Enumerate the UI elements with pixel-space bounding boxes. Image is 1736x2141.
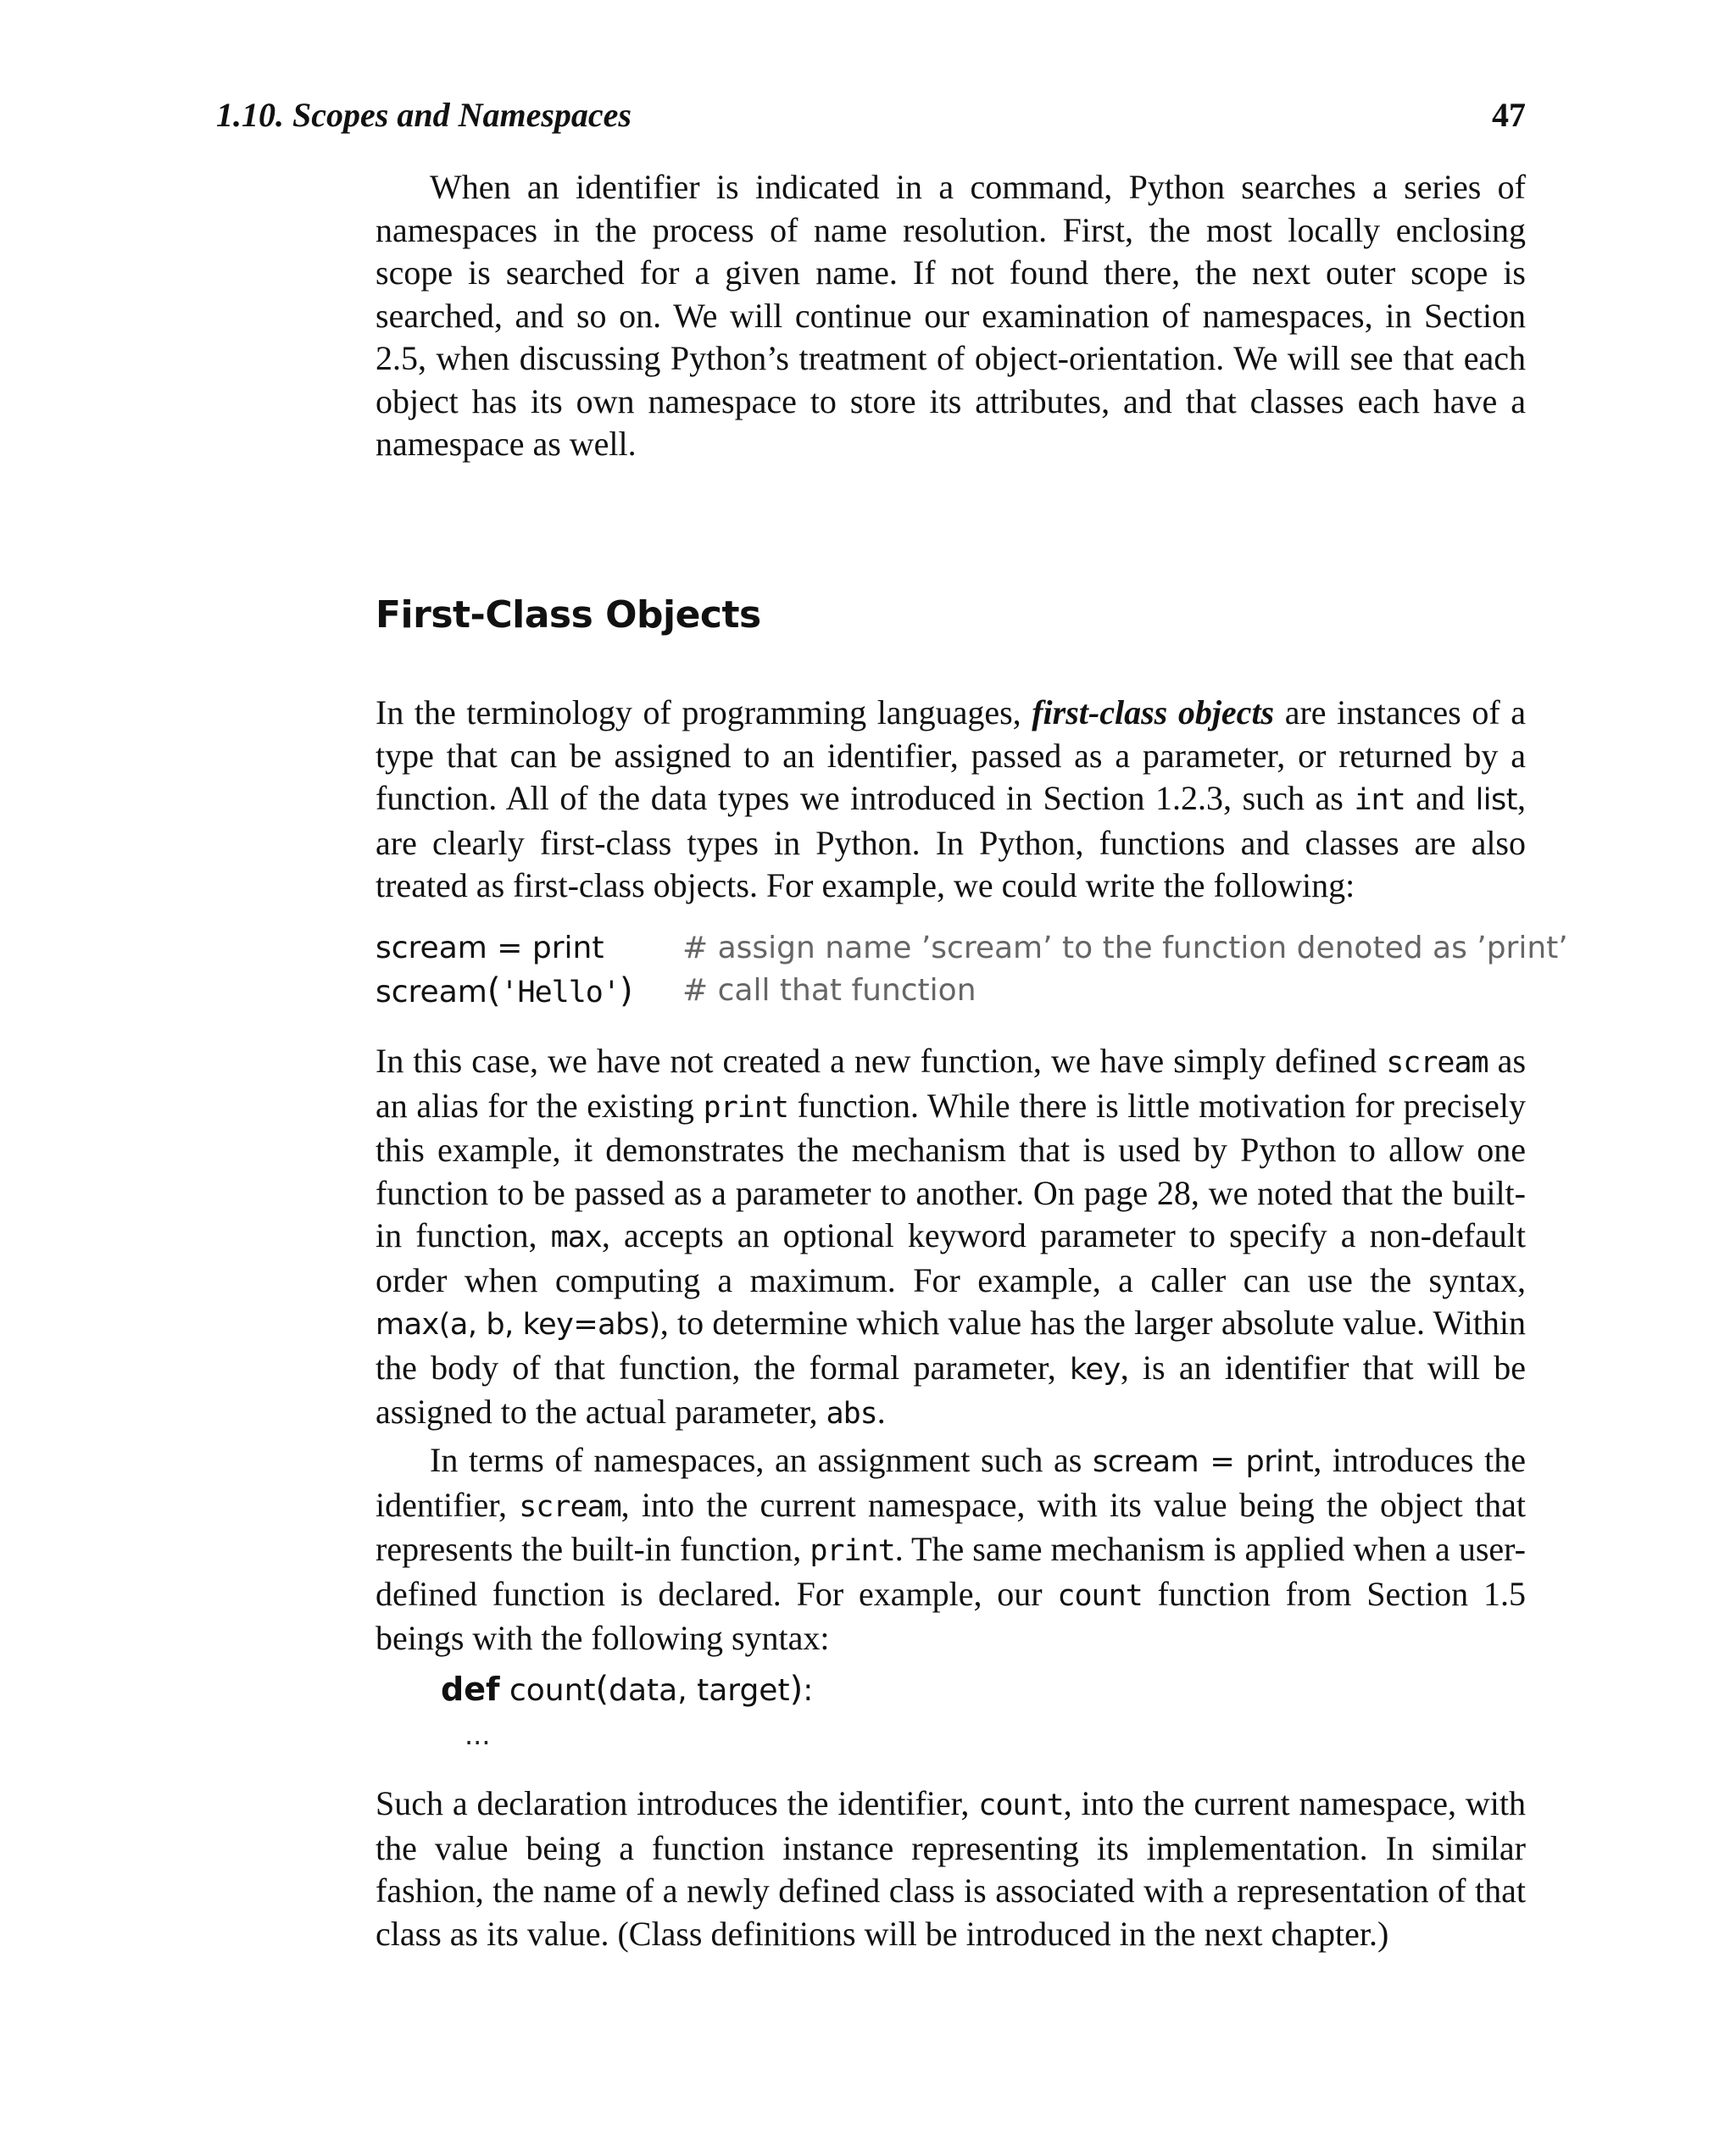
- text-run: as an alias for the existing: [376, 1042, 1527, 1125]
- page-number: 47: [1492, 96, 1526, 134]
- text-run: , are clearly first-class types in Python. In Python, functions and classes are also treated as first-class objects. For example, we could write the following:: [376, 779, 1526, 904]
- chapter-section-title: 1.10. Scopes and Namespaces: [216, 96, 632, 134]
- defined-term: first-class objects: [1032, 693, 1275, 731]
- code-ellipsis: ...: [465, 1719, 491, 1751]
- code-paren: (: [595, 1670, 609, 1709]
- code-paren: (: [487, 971, 501, 1010]
- code-max: max: [550, 1221, 602, 1254]
- code-max-call: max(a, b, key=abs): [376, 1308, 660, 1342]
- text-run: Such a declaration introduces the identifier,: [376, 1784, 979, 1822]
- code-paren: ): [789, 1670, 804, 1709]
- code-print: print: [703, 1090, 788, 1125]
- code-int: int: [1354, 783, 1405, 817]
- paragraph-name-resolution: When an identifier is indicated in a command, Python searches a series of namespaces in the process of name resolution. First, the most locally enclosing scope is searched for a given name. If not found there, the next outer scope is searched, and so on. We will continue our examination of namespaces, in Section 2.5, when discussing Python’s treatment of object-orientation. We will see that each object has its own namespace to store its attributes, and that classes each have a namespace as well.: [376, 168, 1526, 463]
- code-identifier: scream: [376, 975, 487, 1009]
- text-run: In this case, we have not created a new function, we have simply defined: [376, 1042, 1387, 1080]
- code-line-def: [441, 1668, 813, 1710]
- section-heading: First-Class Objects: [376, 593, 761, 637]
- paragraph-declaration: [376, 1782, 1526, 1955]
- code-comment: # call that function: [682, 973, 976, 1008]
- text-run: function. While there is little motivation for precisely this example, it demonstrates the mechanism that is used by Python to allow one function to be passed as a parameter to another. On page 28, we noted that the built-in function,: [376, 1086, 1526, 1254]
- text-run: .: [876, 1393, 886, 1431]
- code-print: print: [810, 1534, 895, 1568]
- code-abs: abs: [826, 1397, 877, 1431]
- text-run: In the terminology of programming languages,: [376, 693, 1032, 731]
- code-colon: :: [803, 1673, 814, 1708]
- text-run: function from Section 1.5 beings with the following syntax:: [376, 1574, 1526, 1657]
- text-run: , into the current namespace, with its value being the object that represents the built-in function,: [376, 1485, 1527, 1568]
- text-run: , introduces the identifier,: [376, 1441, 1526, 1524]
- text-run: , accepts an optional keyword parameter to specify a non-default order when computing a maximum. For example, a caller can use the syntax,: [376, 1216, 1526, 1299]
- code-scream: scream: [1386, 1046, 1488, 1080]
- code-list: list: [1475, 783, 1517, 817]
- code-comment: # assign name ’scream’ to the function denoted as ’print’: [682, 931, 1568, 965]
- text-run: and: [1405, 779, 1476, 817]
- code-scream-assign: scream = print: [1092, 1445, 1314, 1479]
- code-count: count: [1057, 1578, 1143, 1613]
- code-string-literal: 'Hello': [500, 976, 620, 1009]
- paragraph-namespace-assignment: [376, 1439, 1526, 1660]
- paragraph-first-class-definition: [376, 692, 1526, 908]
- text-run: , to determine which value has the larger absolute value. Within the body of that function, the formal parameter,: [376, 1304, 1526, 1387]
- text-run: , into the current namespace, with the value being a function instance representing its implementation. In similar fashion, the name of a newly defined class is associated with a representation of that class as its value. (Class definitions will be introduced in the next chapter.): [376, 1784, 1526, 1953]
- code-count: count: [978, 1788, 1064, 1822]
- text-run: are instances of a type that can be assigned to an identifier, passed as a parameter, or returned by a function. All of the data types we introduced in Section 1.2.3, such as: [376, 693, 1526, 817]
- code-key: key: [1069, 1352, 1121, 1387]
- code-parameters: data, target: [609, 1673, 790, 1708]
- code-paren: ): [619, 971, 633, 1010]
- text-run: . The same mechanism is applied when a user-defined function is declared. For example, our: [376, 1530, 1526, 1613]
- code-line-assign: [376, 927, 1568, 970]
- code-line-call: [376, 970, 1526, 1012]
- running-head: [216, 95, 1526, 146]
- code-statement: [376, 970, 633, 1014]
- code-function-name: count: [499, 1673, 596, 1708]
- text-run: , is an identifier that will be assigned to the actual parameter,: [376, 1348, 1526, 1431]
- paragraph-alias-explanation: [376, 1040, 1526, 1436]
- code-statement: scream = print: [376, 931, 604, 965]
- code-scream: scream: [519, 1489, 621, 1524]
- code-keyword-def: def: [441, 1671, 500, 1708]
- text-run: In terms of namespaces, an assignment such as: [430, 1441, 1093, 1479]
